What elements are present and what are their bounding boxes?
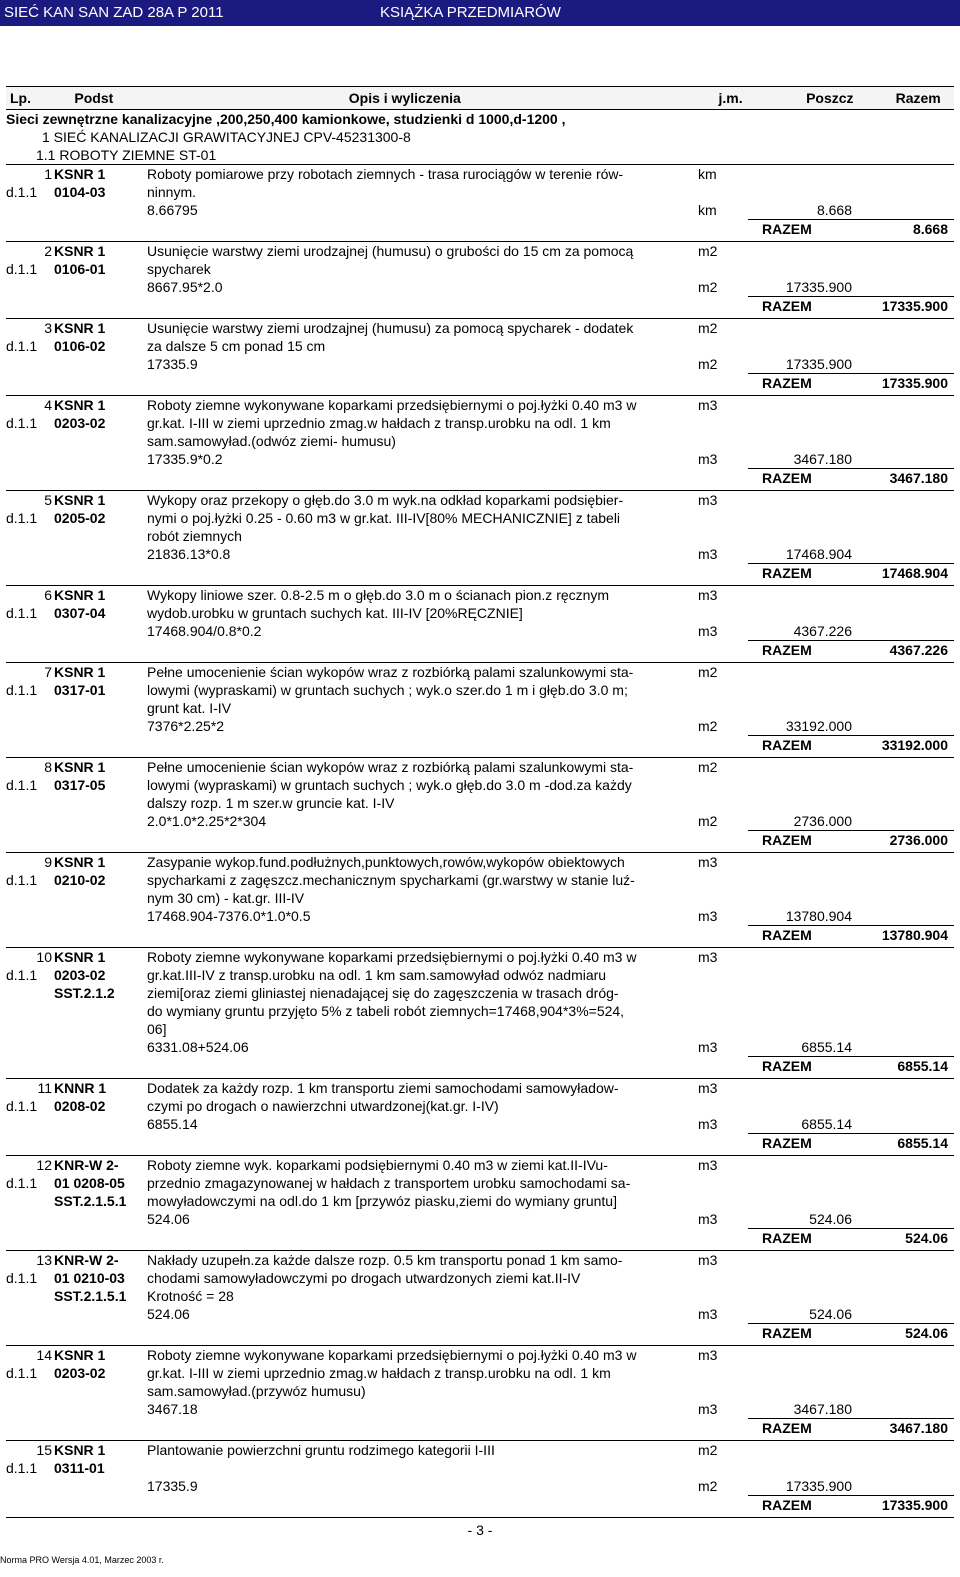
row-calc-value: 13780.904 — [785, 908, 852, 924]
row-unit: m3 — [698, 1157, 718, 1173]
row-description: Dodatek za każdy rozp. 1 km transportu ziemi samochodami samowyładow- — [147, 1080, 619, 1096]
row-description: sam.samowyład.(odwóz ziemi- humusu) — [147, 433, 396, 449]
row-code: SST.2.1.5.1 — [54, 1288, 127, 1304]
row-total-label: RAZEM — [762, 737, 812, 753]
col-lp: Lp. — [10, 90, 31, 106]
row-calc-value: 17335.900 — [785, 356, 852, 372]
row-description: Wykopy liniowe szer. 0.8-2.5 m o głęb.do 3.0 m o ścianach pion.z ręcznym — [147, 587, 610, 603]
row-level: d.1.1 — [6, 184, 38, 200]
row-calc-value: 17468.904 — [785, 546, 852, 562]
row-calc-unit: m3 — [698, 1116, 718, 1132]
row-calc-unit: m3 — [698, 451, 718, 467]
row-total-value: 3467.180 — [889, 1420, 948, 1436]
row-code: 0205-02 — [54, 510, 106, 526]
row-number: 2 — [44, 243, 52, 259]
row-calculation: 17335.9 — [147, 1478, 198, 1494]
estimate-row — [6, 663, 954, 758]
row-level: d.1.1 — [6, 682, 38, 698]
row-code: KNR-W 2- — [54, 1252, 119, 1268]
row-description: Krotność = 28 — [147, 1288, 234, 1304]
document-header — [0, 0, 960, 26]
row-level: d.1.1 — [6, 415, 38, 431]
row-calc-value: 33192.000 — [785, 718, 852, 734]
row-code: KSNR 1 — [54, 949, 106, 965]
estimate-row — [6, 1441, 954, 1518]
row-code: KSNR 1 — [54, 320, 106, 336]
row-level: d.1.1 — [6, 1460, 38, 1476]
row-code: KSNR 1 — [54, 397, 106, 413]
row-description: Roboty ziemne wyk. koparkami podsiębiernymi 0.40 m3 w ziemi kat.II-IVu- — [147, 1157, 608, 1173]
row-calculation: 8.66795 — [147, 202, 198, 218]
row-calc-unit: m2 — [698, 1478, 718, 1494]
row-description: ninnym. — [147, 184, 197, 200]
row-unit: m2 — [698, 243, 718, 259]
row-unit: m3 — [698, 492, 718, 508]
row-calc-unit: m3 — [698, 908, 718, 924]
row-total-value: 17335.900 — [881, 375, 948, 391]
row-description: Zasypanie wykop.fund.podłużnych,punktowych,rowów,wykopów obiektowych — [147, 854, 625, 870]
row-code: KSNR 1 — [54, 854, 106, 870]
row-unit: m3 — [698, 1080, 718, 1096]
estimate-row — [6, 165, 954, 242]
row-calc-value: 6855.14 — [801, 1116, 852, 1132]
row-code: SST.2.1.5.1 — [54, 1193, 127, 1209]
row-calc-value: 524.06 — [809, 1211, 852, 1227]
page-number: - 3 - — [467, 1522, 493, 1538]
row-number: 3 — [44, 320, 52, 336]
row-number: 5 — [44, 492, 52, 508]
row-description: Roboty pomiarowe przy robotach ziemnych - trasa rurociągów w terenie rów- — [147, 166, 624, 182]
row-total-label: RAZEM — [762, 927, 812, 943]
row-description: Usunięcie warstwy ziemi urodzajnej (humusu) o grubości do 15 cm za pomocą — [147, 243, 634, 259]
row-calc-unit: m3 — [698, 1306, 718, 1322]
row-code: KSNR 1 — [54, 759, 106, 775]
row-total-label: RAZEM — [762, 1325, 812, 1341]
row-level: d.1.1 — [6, 1098, 38, 1114]
row-total-value: 2736.000 — [889, 832, 948, 848]
row-unit: m2 — [698, 320, 718, 336]
section-title-3: 1.1 ROBOTY ZIEMNE ST-01 — [6, 146, 954, 165]
row-number: 11 — [37, 1080, 52, 1096]
row-code: KSNR 1 — [54, 1347, 106, 1363]
row-level: d.1.1 — [6, 1175, 38, 1191]
row-total-value: 524.06 — [905, 1230, 948, 1246]
estimate-row — [6, 1079, 954, 1156]
row-unit: m3 — [698, 1252, 718, 1268]
estimate-row — [6, 242, 954, 319]
row-code: 0317-01 — [54, 682, 106, 698]
row-description: za dalsze 5 cm ponad 15 cm — [147, 338, 326, 354]
row-calc-unit: m2 — [698, 279, 718, 295]
row-calc-unit: m3 — [698, 1039, 718, 1055]
row-description: dalszy rozp. 1 m szer.w gruncie kat. I-IV — [147, 795, 395, 811]
row-total-label: RAZEM — [762, 1135, 812, 1151]
estimate-row — [6, 1346, 954, 1441]
row-level: d.1.1 — [6, 777, 38, 793]
row-calculation: 17468.904-7376.0*1.0*0.5 — [147, 908, 311, 924]
row-calculation: 2.0*1.0*2.25*2*304 — [147, 813, 267, 829]
row-calc-unit: m3 — [698, 546, 718, 562]
row-calc-unit: m3 — [698, 1211, 718, 1227]
row-code: 0203-02 — [54, 967, 106, 983]
row-total-label: RAZEM — [762, 565, 812, 581]
row-total-value: 8.668 — [912, 221, 948, 237]
section-title-1: Sieci zewnętrzne kanalizacyjne ,200,250,400 kamionkowe, studzienki d 1000,d-1200 , — [6, 111, 566, 127]
row-calculation: 7376*2.25*2 — [147, 718, 225, 734]
row-calculation: 524.06 — [147, 1306, 190, 1322]
row-calculation: 17468.904/0.8*0.2 — [147, 623, 262, 639]
row-code: KNNR 1 — [54, 1080, 107, 1096]
row-description: gr.kat. I-III w ziemi uprzednio zmag.w hałdach z transp.urobku na odl. 1 km — [147, 415, 611, 431]
row-calculation: 21836.13*0.8 — [147, 546, 231, 562]
row-code: KSNR 1 — [54, 1442, 106, 1458]
row-unit: km — [698, 166, 717, 182]
row-calc-value: 17335.900 — [785, 1478, 852, 1494]
row-total-value: 17468.904 — [881, 565, 948, 581]
row-level: d.1.1 — [6, 872, 38, 888]
row-code: KSNR 1 — [54, 664, 106, 680]
row-description: Plantowanie powierzchni gruntu rodzimego kategorii I-III — [147, 1442, 495, 1458]
row-unit: m3 — [698, 397, 718, 413]
row-code: 0106-02 — [54, 338, 106, 354]
estimate-row — [6, 948, 954, 1079]
row-description: przednio zmagazynowanej w hałdach z transportem urobku samochodami sa- — [147, 1175, 631, 1191]
col-opis: Opis i wyliczenia — [348, 90, 461, 106]
row-description: lowymi (wypraskami) w gruntach suchych ; wyk.o szer.do 1 m i głęb.do 3.0 m; — [147, 682, 628, 698]
column-header-row — [6, 86, 954, 110]
row-code: 0317-05 — [54, 777, 106, 793]
row-code: KNR-W 2- — [54, 1157, 119, 1173]
row-number: 14 — [36, 1347, 52, 1363]
row-description: Pełne umocenienie ścian wykopów wraz z rozbiórką palami szalunkowymi sta- — [147, 759, 634, 775]
row-description: 06] — [147, 1021, 167, 1037]
row-calc-value: 2736.000 — [793, 813, 852, 829]
row-number: 12 — [36, 1157, 52, 1173]
section-title-2: 1 SIEĆ KANALIZACJI GRAWITACYJNEJ CPV-45231300-8 — [42, 129, 411, 145]
row-calc-unit: m3 — [698, 623, 718, 639]
row-calc-value: 4367.226 — [793, 623, 852, 639]
row-description: nym 30 cm) - kat.gr. III-IV — [147, 890, 305, 906]
row-description: Roboty ziemne wykonywane koparkami przedsiębiernymi o poj.łyżki 0.40 m3 w — [147, 949, 637, 965]
row-description: wydob.urobku w gruntach suchych kat. III-IV [20%RĘCZNIE] — [147, 605, 523, 621]
row-total-value: 4367.226 — [889, 642, 948, 658]
row-total-label: RAZEM — [762, 470, 812, 486]
row-description: Pełne umocenienie ścian wykopów wraz z rozbiórką palami szalunkowymi sta- — [147, 664, 634, 680]
row-description: do wymiany gruntu przyjęto 5% z tabeli robót ziemnych=17468,904*3%=524, — [147, 1003, 625, 1019]
row-description: Roboty ziemne wykonywane koparkami przedsiębiernymi o poj.łyżki 0.40 m3 w — [147, 397, 637, 413]
row-unit: m3 — [698, 854, 718, 870]
row-code: 0106-01 — [54, 261, 106, 277]
row-number: 7 — [44, 664, 52, 680]
row-level: d.1.1 — [6, 967, 38, 983]
estimate-row — [6, 758, 954, 853]
row-description: gr.kat. I-III w ziemi uprzednio zmag.w hałdach z transp.urobku na odl. 1 km — [147, 1365, 611, 1381]
row-description: gr.kat.III-IV z transp.urobku na odl. 1 km sam.samowyład odwóz nadmiaru — [147, 967, 607, 983]
row-description: sam.samowyład.(przywóz humusu) — [147, 1383, 366, 1399]
estimate-row — [6, 319, 954, 396]
estimate-row — [6, 491, 954, 586]
row-total-value: 17335.900 — [881, 298, 948, 314]
estimate-row — [6, 396, 954, 491]
estimate-row — [6, 1251, 954, 1346]
row-unit: m2 — [698, 664, 718, 680]
estimate-document — [6, 86, 954, 1518]
footer-note: Norma PRO Wersja 4.01, Marzec 2003 r. — [0, 1555, 164, 1565]
row-description: grunt kat. I-IV — [147, 700, 232, 716]
row-total-value: 3467.180 — [889, 470, 948, 486]
row-code: 0311-01 — [54, 1460, 105, 1476]
col-poszcz: Poszcz — [806, 90, 854, 106]
row-calc-unit: m2 — [698, 718, 718, 734]
row-calc-unit: m2 — [698, 813, 718, 829]
row-level: d.1.1 — [6, 605, 38, 621]
row-unit: m2 — [698, 759, 718, 775]
row-code: 0203-02 — [54, 415, 106, 431]
row-calculation: 17335.9*0.2 — [147, 451, 223, 467]
row-calculation: 6331.08+524.06 — [147, 1039, 249, 1055]
row-level: d.1.1 — [6, 1270, 38, 1286]
row-description: Nakłady uzupełn.za każde dalsze rozp. 0.5 km transportu ponad 1 km samo- — [147, 1252, 623, 1268]
row-calculation: 8667.95*2.0 — [147, 279, 223, 295]
position-list — [6, 165, 954, 1518]
row-level: d.1.1 — [6, 510, 38, 526]
row-code: KSNR 1 — [54, 587, 106, 603]
row-number: 10 — [36, 949, 52, 965]
estimate-row — [6, 1156, 954, 1251]
row-total-value: 6855.14 — [897, 1058, 948, 1074]
row-calc-unit: km — [698, 202, 717, 218]
row-description: lowymi (wypraskami) w gruntach suchych ; wyk.o głęb.do 3.0 m -dod.za każdy — [147, 777, 632, 793]
row-total-value: 33192.000 — [881, 737, 948, 753]
row-description: chodami samowyładowczymi po drogach utwardzonych ziemi kat.II-IV — [147, 1270, 581, 1286]
row-number: 8 — [44, 759, 52, 775]
row-unit: m3 — [698, 587, 718, 603]
row-description: mowyładowczymi na odl.do 1 km [przywóz piasku,ziemi do wymiany gruntu] — [147, 1193, 617, 1209]
row-total-label: RAZEM — [762, 298, 812, 314]
row-code: KSNR 1 — [54, 492, 106, 508]
row-total-label: RAZEM — [762, 1497, 812, 1513]
row-calc-value: 8.668 — [816, 202, 852, 218]
row-total-label: RAZEM — [762, 221, 812, 237]
estimate-row — [6, 586, 954, 663]
row-calculation: 6855.14 — [147, 1116, 198, 1132]
row-code: 0203-02 — [54, 1365, 106, 1381]
row-total-label: RAZEM — [762, 832, 812, 848]
row-total-label: RAZEM — [762, 375, 812, 391]
row-calc-value: 3467.180 — [793, 1401, 852, 1417]
row-unit: m3 — [698, 1347, 718, 1363]
row-description: Wykopy oraz przekopy o głęb.do 3.0 m wyk.na odkład koparkami podsiębier- — [147, 492, 624, 508]
row-level: d.1.1 — [6, 261, 38, 277]
row-number: 4 — [44, 397, 52, 413]
row-calc-unit: m3 — [698, 1401, 718, 1417]
row-code: 0307-04 — [54, 605, 106, 621]
row-number: 13 — [36, 1252, 52, 1268]
col-jm: j.m. — [718, 90, 743, 106]
row-description: nymi o poj.łyżki 0.25 - 0.60 m3 w gr.kat. III-IV[80% MECHANICZNIE] z tabeli — [147, 510, 621, 526]
row-total-value: 13780.904 — [881, 927, 948, 943]
row-unit: m2 — [698, 1442, 718, 1458]
row-number: 1 — [44, 166, 52, 182]
row-number: 15 — [36, 1442, 52, 1458]
row-total-label: RAZEM — [762, 1230, 812, 1246]
row-code: KSNR 1 — [54, 166, 106, 182]
row-code: 0210-02 — [54, 872, 106, 888]
row-calculation: 17335.9 — [147, 356, 198, 372]
col-razem: Razem — [895, 90, 941, 106]
row-total-value: 17335.900 — [881, 1497, 948, 1513]
row-number: 6 — [44, 587, 52, 603]
row-code: 01 0208-05 — [54, 1175, 125, 1191]
row-description: spycharkami z zagęszcz.mechanicznym spycharkami (gr.warstwy w stanie luź- — [147, 872, 635, 888]
row-code: SST.2.1.2 — [54, 985, 115, 1001]
row-code: KSNR 1 — [54, 243, 106, 259]
row-code: 01 0210-03 — [54, 1270, 125, 1286]
row-calculation: 524.06 — [147, 1211, 190, 1227]
row-code: 0208-02 — [54, 1098, 106, 1114]
row-total-value: 524.06 — [905, 1325, 948, 1341]
col-podst: Podst — [74, 90, 114, 106]
row-number: 9 — [44, 854, 52, 870]
row-description: ziemi[oraz ziemi gliniastej nienadającej się do zagęszczenia w trasach dróg- — [147, 985, 619, 1001]
row-total-label: RAZEM — [762, 1058, 812, 1074]
row-code: 0104-03 — [54, 184, 106, 200]
row-description: Roboty ziemne wykonywane koparkami przedsiębiernymi o poj.łyżki 0.40 m3 w — [147, 1347, 637, 1363]
row-calc-value: 3467.180 — [793, 451, 852, 467]
row-calc-value: 524.06 — [809, 1306, 852, 1322]
row-calculation: 3467.18 — [147, 1401, 198, 1417]
header-left: SIEĆ KAN SAN ZAD 28A P 2011 — [4, 4, 224, 21]
row-description: spycharek — [147, 261, 211, 277]
row-level: d.1.1 — [6, 1365, 38, 1381]
row-description: robót ziemnych — [147, 528, 242, 544]
row-total-value: 6855.14 — [897, 1135, 948, 1151]
row-calc-value: 17335.900 — [785, 279, 852, 295]
row-description: Usunięcie warstwy ziemi urodzajnej (humusu) za pomocą spycharek - dodatek — [147, 320, 634, 336]
row-level: d.1.1 — [6, 338, 38, 354]
row-description: czymi po drogach o nawierzchni utwardzonej(kat.gr. I-IV) — [147, 1098, 499, 1114]
row-calc-unit: m2 — [698, 356, 718, 372]
row-total-label: RAZEM — [762, 1420, 812, 1436]
row-unit: m3 — [698, 949, 718, 965]
row-calc-value: 6855.14 — [801, 1039, 852, 1055]
row-total-label: RAZEM — [762, 642, 812, 658]
header-right: KSIĄŻKA PRZEDMIARÓW — [380, 4, 561, 21]
estimate-row — [6, 853, 954, 948]
